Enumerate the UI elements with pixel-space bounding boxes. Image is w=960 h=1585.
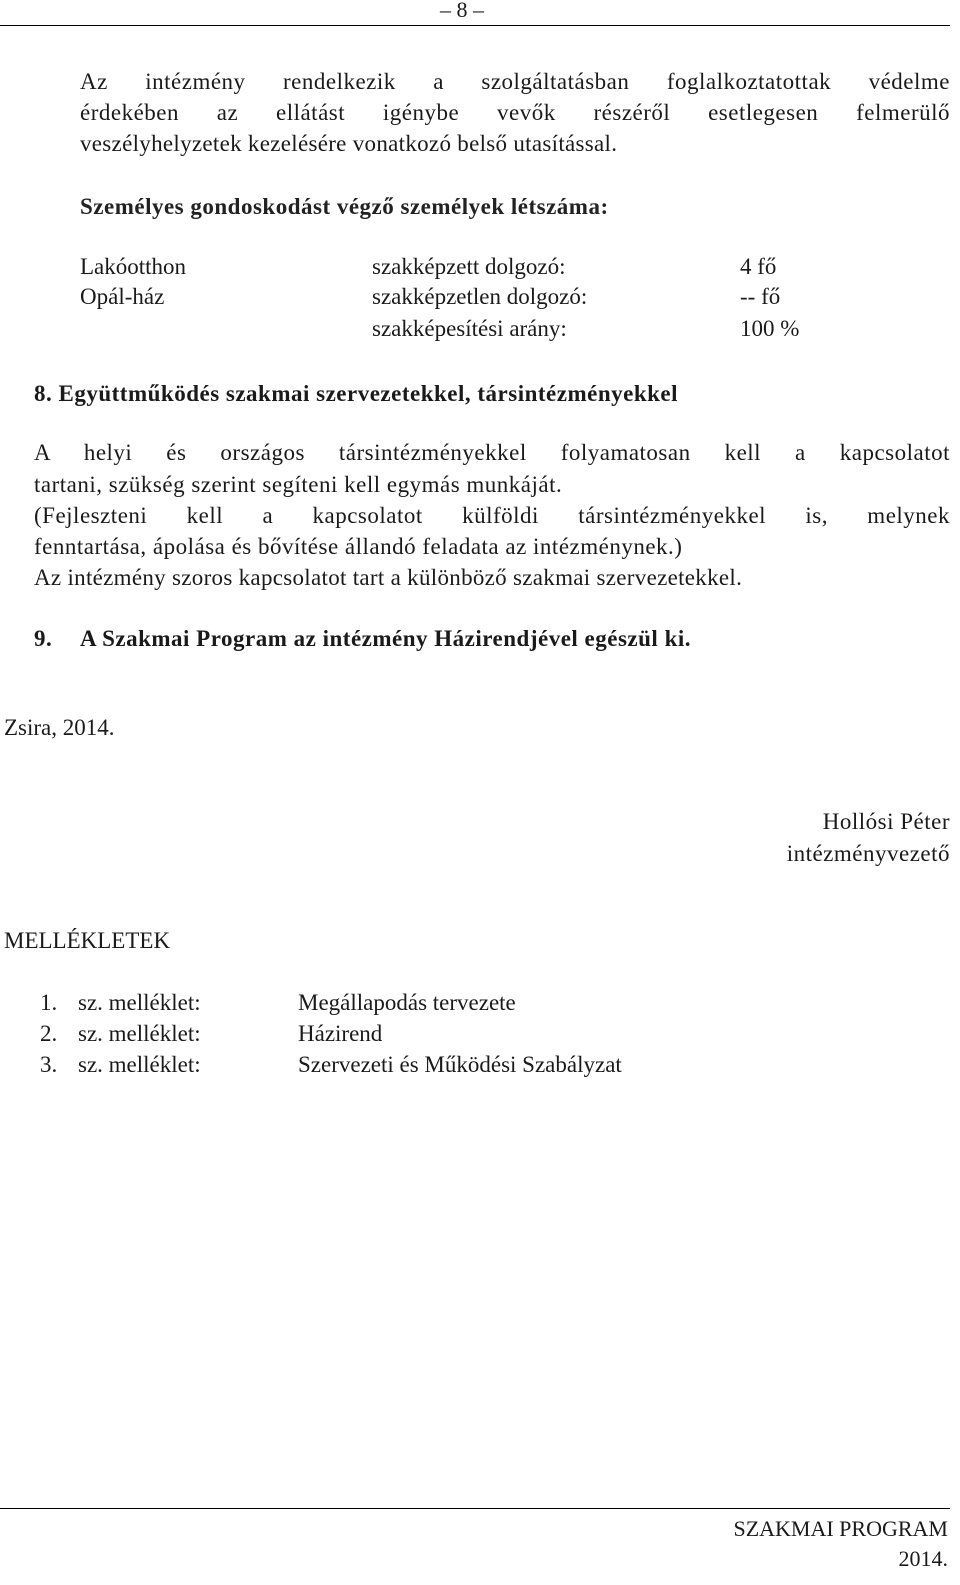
signatory-title: intézményvezető	[786, 841, 950, 866]
signatory-name: Hollósi Péter	[822, 809, 950, 834]
section-9-number: 9.	[34, 626, 53, 651]
annex-2-title: Házirend	[298, 1021, 383, 1046]
staff-label-qualified: szakképzett dolgozó:	[372, 254, 566, 279]
footer-rule	[0, 1508, 950, 1509]
annex-3-title: Szervezeti és Működési Szabályzat	[298, 1052, 622, 1077]
section-8-line-5: Az intézmény szoros kapcsolatot tart a különböző szakmai szervezetekkel.	[34, 565, 743, 590]
unit-name-line-1: Lakóotthon	[80, 254, 187, 279]
annexes-heading: MELLÉKLETEK	[4, 928, 171, 953]
annex-2-number: 2.	[40, 1021, 58, 1046]
unit-name-line-2: Opál-ház	[80, 284, 165, 309]
intro-line-3: veszélyhelyzetek kezelésére vonatkozó belső utasítással.	[80, 131, 618, 156]
annex-1-number: 1.	[40, 990, 58, 1015]
place-date: Zsira, 2014.	[4, 715, 115, 740]
annex-1-label: sz. melléklet:	[78, 990, 201, 1015]
section-8-line-1: A helyi és országos társintézményekkel folyamatosan kell a kapcsolatot	[34, 440, 950, 465]
staff-label-unqualified: szakképzetlen dolgozó:	[372, 284, 588, 309]
footer-title: SZAKMAI PROGRAM	[733, 1516, 948, 1541]
header-rule	[0, 25, 950, 26]
intro-line-2: érdekében az ellátást igénybe vevők részéről esetlegesen felmerülő	[80, 100, 950, 125]
section-9-text: A Szakmai Program az intézmény Házirendjével egészül ki.	[80, 626, 691, 651]
annex-3-number: 3.	[40, 1052, 58, 1077]
staff-value-qualified: 4 fő	[740, 254, 777, 279]
page-number: – 8 –	[440, 0, 484, 22]
section-8-heading: 8. Együttműködés szakmai szervezetekkel, társintézményekkel	[34, 381, 679, 406]
footer-year: 2014.	[898, 1546, 948, 1571]
annex-2-label: sz. melléklet:	[78, 1021, 201, 1046]
staff-value-unqualified: -- fő	[740, 284, 781, 309]
staff-label-ratio: szakképesítési arány:	[372, 316, 567, 341]
section-8-line-3: (Fejleszteni kell a kapcsolatot külföldi társintézményekkel is, melynek	[34, 503, 950, 528]
annex-1-title: Megállapodás tervezete	[298, 990, 516, 1015]
staff-heading: Személyes gondoskodást végző személyek létszáma:	[80, 194, 609, 219]
intro-line-1: Az intézmény rendelkezik a szolgáltatásban foglalkoztatottak védelme	[80, 69, 950, 94]
annex-3-label: sz. melléklet:	[78, 1052, 201, 1077]
section-8-line-4: fenntartása, ápolása és bővítése állandó feladata az intézménynek.)	[34, 534, 683, 559]
staff-value-ratio: 100 %	[740, 316, 800, 341]
section-8-line-2: tartani, szükség szerint segíteni kell egymás munkáját.	[34, 472, 563, 497]
